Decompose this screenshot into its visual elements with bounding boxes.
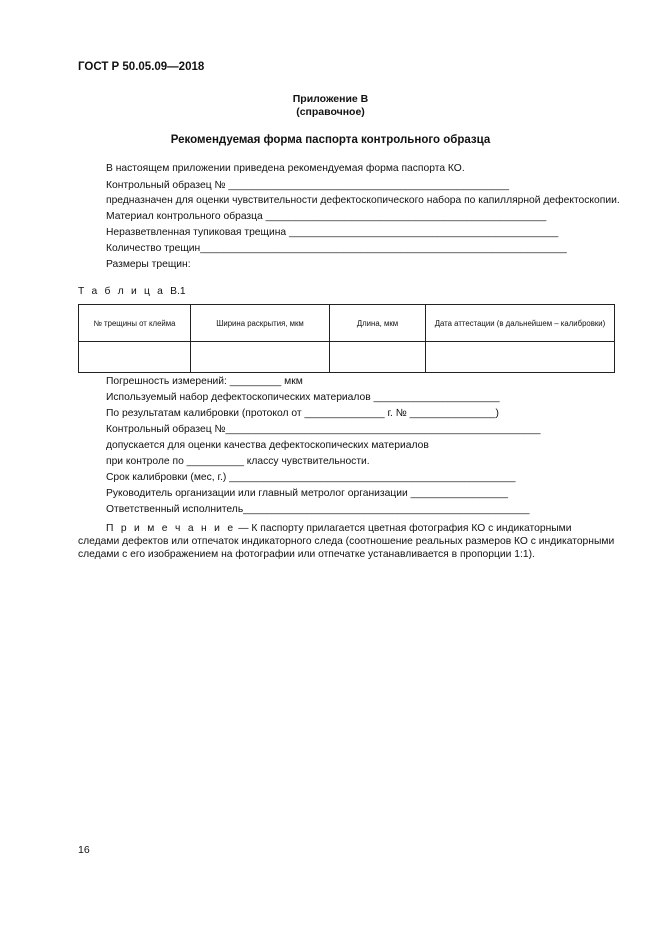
intro-line: Материал контрольного образца _________________________________________________ [106, 211, 547, 222]
table-row [79, 342, 615, 373]
crack-table [78, 304, 615, 373]
form-line: Контрольный образец №_______________________________________________________ [106, 424, 541, 435]
table-cell [79, 342, 191, 373]
intro-line: Размеры трещин: [106, 259, 191, 270]
table-label: Т а б л и ц а [78, 286, 166, 297]
form-line: Ответственный исполнитель__________________________________________________ [106, 504, 530, 515]
intro-line: Количество трещин________________________________________________________________ [106, 243, 567, 254]
table-header-cell: Длина, мкм [330, 305, 426, 342]
document-code: ГОСТ Р 50.05.09—2018 [78, 61, 205, 73]
table-header-cell: Дата аттестации (в дальнейшем – калибровки) [426, 305, 615, 342]
intro-line: Неразветвленная тупиковая трещина _______________________________________________ [106, 227, 559, 238]
form-line: допускается для оценки качества дефектоскопических материалов [106, 440, 429, 451]
form-title: Рекомендуемая форма паспорта контрольного образца [170, 134, 491, 146]
table-caption [78, 286, 186, 297]
form-line: Используемый набор дефектоскопических материалов ______________________ [106, 392, 500, 403]
form-line: при контроле по __________ классу чувствительности. [106, 456, 370, 467]
form-line: Срок калибровки (мес, г.) __________________________________________________ [106, 472, 516, 483]
table-header-row [79, 305, 615, 342]
intro-line: предназначен для оценки чувствительности дефектоскопического набора по капиллярной дефектоскопии. [106, 195, 620, 206]
form-line: Погрешность измерений: _________ мкм [106, 376, 303, 387]
table-cell [191, 342, 330, 373]
form-line: Руководитель организации или главный метролог организации _________________ [106, 488, 508, 499]
note [78, 522, 615, 562]
table-cell [330, 342, 426, 373]
table-cell [426, 342, 615, 373]
page-number: 16 [78, 844, 90, 856]
table-number: В.1 [170, 286, 186, 297]
note-label: П р и м е ч а н и е [106, 523, 236, 534]
table-header-cell: Ширина раскрытия, мкм [191, 305, 330, 342]
intro-line: В настоящем приложении приведена рекомендуемая форма паспорта КО. [106, 163, 465, 174]
table-header-cell: № трещины от клейма [79, 305, 191, 342]
note-text: — К паспорту прилагается цветная фотография КО с индикаторными следами дефектов или отпечаток индикаторного следа (соотношение реальных размеров КО с индикаторными следами с его изображением на фотографии или отпечатке устанавливается в пропорции 1:1). [78, 523, 615, 561]
form-line: По результатам калибровки (протокол от ______________ г. № _______________) [106, 408, 499, 419]
intro-line: Контрольный образец № _________________________________________________ [106, 180, 509, 191]
appendix-subtitle: (справочное) [296, 106, 365, 118]
appendix-title: Приложение В [292, 93, 369, 105]
